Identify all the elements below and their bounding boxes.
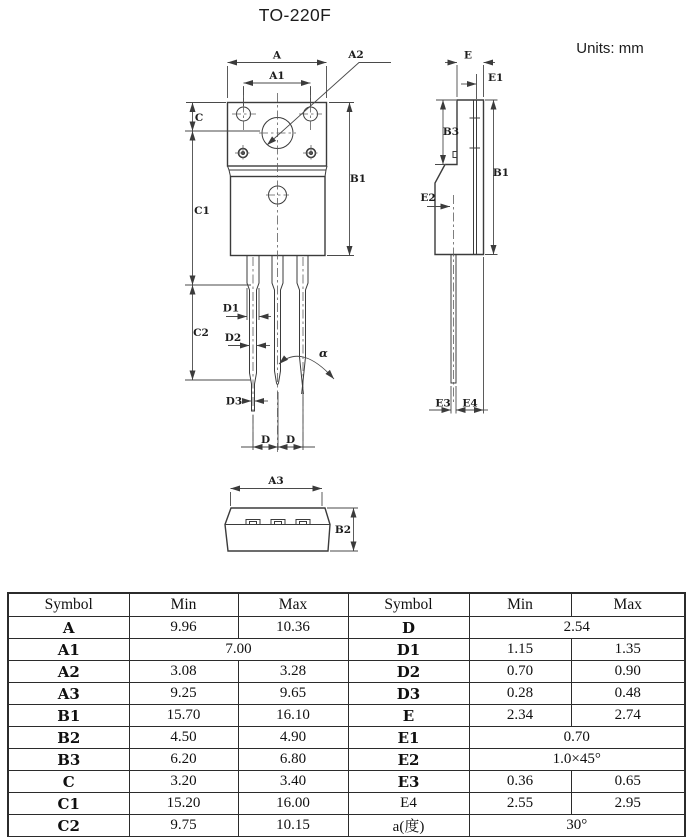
cell-max: 0.90 (571, 661, 685, 683)
dim-label-b3: B3 (442, 126, 460, 138)
col-header-symbol-right: Symbol (348, 593, 469, 617)
cell-max: 10.15 (238, 815, 348, 837)
cell-max: 10.36 (238, 617, 348, 639)
dim-label-a2: A2 (348, 49, 364, 61)
table-row (8, 727, 685, 749)
cell-min: 2.55 (469, 793, 571, 815)
bottom-view (225, 475, 358, 551)
dim-label-b2: B2 (334, 524, 352, 536)
dim-label-a1: A1 (269, 70, 285, 82)
cell-min: 0.70 (469, 661, 571, 683)
cell-symbol: C (8, 771, 129, 793)
cell-merged-value: 7.00 (129, 639, 348, 661)
table-row (8, 617, 685, 639)
cell-max: 3.28 (238, 661, 348, 683)
dim-label-d2: D2 (224, 332, 242, 344)
cell-merged-value: 1.0×45° (469, 749, 685, 771)
cell-symbol: D1 (348, 639, 469, 661)
cell-min: 9.25 (129, 683, 238, 705)
dim-label-a3: A3 (268, 475, 284, 487)
col-header-symbol-left: Symbol (8, 593, 129, 617)
dim-label-d3: D3 (225, 395, 243, 408)
cell-min: 0.36 (469, 771, 571, 793)
front-lead-3 (297, 256, 308, 387)
dim-label-d1: D1 (222, 302, 240, 315)
cell-min: 9.96 (129, 617, 238, 639)
cell-max: 3.40 (238, 771, 348, 793)
cell-min: 9.75 (129, 815, 238, 837)
bottom-body-outline (225, 508, 330, 551)
cell-symbol: A2 (8, 661, 129, 683)
cell-symbol: B3 (8, 749, 129, 771)
cell-max: 16.10 (238, 705, 348, 727)
cell-symbol: D2 (348, 661, 469, 683)
cell-max: 6.80 (238, 749, 348, 771)
dim-a3-extensions (231, 492, 323, 506)
cell-symbol: A (8, 617, 129, 639)
cell-min: 1.15 (469, 639, 571, 661)
cell-min: 4.50 (129, 727, 238, 749)
bottom-lead-section-2 (271, 520, 285, 525)
cell-symbol: E3 (348, 771, 469, 793)
dim-label-c2: C2 (193, 327, 209, 339)
cell-symbol: E4 (348, 793, 469, 815)
col-header-min-right: Min (469, 593, 571, 617)
cell-symbol: C2 (8, 815, 129, 837)
dim-label-e: E (463, 49, 473, 62)
cell-min: 15.70 (129, 705, 238, 727)
cell-symbol: E (348, 705, 469, 727)
page-title: TO-220F (258, 5, 332, 25)
cell-symbol: A1 (8, 639, 129, 661)
table-row (8, 815, 685, 837)
cell-min: 3.08 (129, 661, 238, 683)
dim-label-e2: E2 (420, 192, 436, 204)
cell-symbol: B2 (8, 727, 129, 749)
cell-max: 9.65 (238, 683, 348, 705)
cell-merged-value: 30° (469, 815, 685, 837)
dim-label-e1: E1 (488, 72, 504, 84)
table-row (8, 749, 685, 771)
dim-label-b1-front: B1 (349, 173, 367, 185)
dim-e-extensions (457, 65, 484, 99)
cell-symbol: a(度) (348, 815, 469, 837)
cell-symbol: B1 (8, 705, 129, 727)
side-view (420, 50, 509, 414)
table-row (8, 793, 685, 815)
cell-max: 16.00 (238, 793, 348, 815)
cell-min: 6.20 (129, 749, 238, 771)
table-header-row (8, 593, 685, 617)
dim-label-c: C (194, 112, 204, 124)
table-row (8, 771, 685, 793)
dim-label-c1: C1 (194, 205, 210, 217)
table-row (8, 705, 685, 727)
dim-label-d-right: D (285, 434, 296, 446)
bottom-lead-section-1 (246, 520, 260, 525)
dim-a2-leader (267, 63, 391, 146)
cell-max: 4.90 (238, 727, 348, 749)
dim-label-a: A (272, 49, 282, 62)
side-hole-projection-ticks (470, 118, 481, 148)
cell-min: 0.28 (469, 683, 571, 705)
cell-min: 3.20 (129, 771, 238, 793)
cell-symbol: C1 (8, 793, 129, 815)
cell-max: 2.74 (571, 705, 685, 727)
cell-max: 1.35 (571, 639, 685, 661)
cell-max: 2.95 (571, 793, 685, 815)
dim-label-alpha: α (319, 346, 328, 360)
units-label: Units: mm (576, 40, 644, 57)
dimension-table (7, 592, 686, 837)
front-tab-outline (228, 103, 327, 167)
front-view (185, 49, 391, 452)
cell-symbol: E1 (348, 727, 469, 749)
dim-label-b1-side: B1 (492, 167, 510, 179)
cell-merged-value: 0.70 (469, 727, 685, 749)
cell-symbol: E2 (348, 749, 469, 771)
dim-label-e3: E3 (435, 397, 451, 410)
cell-max: 0.48 (571, 683, 685, 705)
cell-merged-value: 2.54 (469, 617, 685, 639)
cell-symbol: D (348, 617, 469, 639)
table-row (8, 683, 685, 705)
dim-label-e4: E4 (462, 397, 478, 410)
table-row (8, 639, 685, 661)
dim-label-d-left: D (260, 434, 271, 446)
col-header-max-right: Max (571, 593, 685, 617)
cell-min: 2.34 (469, 705, 571, 727)
bottom-lead-section-3 (296, 520, 310, 525)
cell-symbol: A3 (8, 683, 129, 705)
cell-max: 0.65 (571, 771, 685, 793)
cell-symbol: D3 (348, 683, 469, 705)
col-header-min-left: Min (129, 593, 238, 617)
cell-min: 15.20 (129, 793, 238, 815)
col-header-max-left: Max (238, 593, 348, 617)
side-inner-lines (474, 100, 477, 255)
table-row (8, 661, 685, 683)
